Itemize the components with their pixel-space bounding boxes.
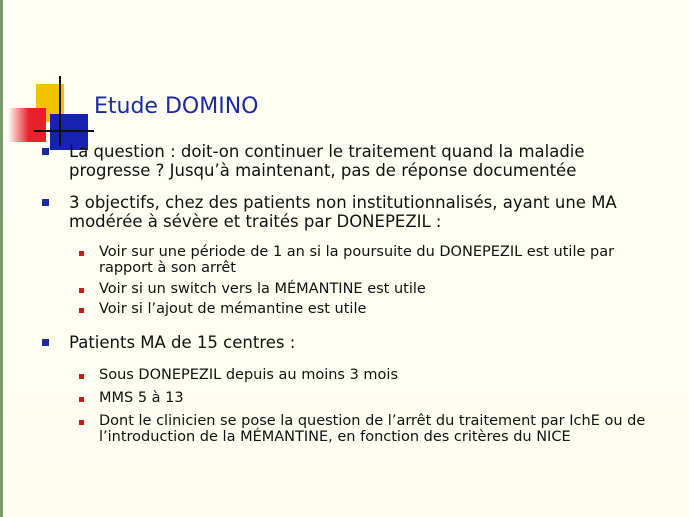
sub-bullet-square-icon (79, 251, 84, 256)
sub-bullet-3-2 (99, 391, 649, 407)
sub-bullet-text: Voir si l’ajout de mémantine est utile (99, 301, 367, 317)
sub-bullet-square-icon (79, 420, 84, 425)
sub-bullet-text: MMS 5 à 13 (99, 390, 184, 406)
sub-bullet-text: Sous DONEPEZIL depuis au moins 3 mois (99, 367, 399, 383)
sub-bullet-2-3 (99, 302, 649, 318)
bullet-text: 3 objectifs, chez des patients non institutionnalisés, ayant une MA modérée à sévère et traités par DONEPEZIL : (69, 193, 617, 231)
bullet-point-2 (69, 193, 644, 231)
sub-bullet-square-icon (79, 397, 84, 402)
bullet-text: La question : doit-on continuer le traitement quand la maladie progresse ? Jusqu’à maintenant, pas de réponse documentée (69, 142, 585, 180)
sub-bullet-2-1 (99, 245, 649, 276)
sub-bullet-2-2 (99, 282, 649, 298)
bullet-square-icon (42, 148, 49, 155)
red-square (8, 108, 46, 142)
sub-bullet-square-icon (79, 288, 84, 293)
sub-bullet-square-icon (79, 308, 84, 313)
sub-bullet-3-3 (99, 414, 647, 445)
sub-bullet-text: Voir sur une période de 1 an si la poursuite du DONEPEZIL est utile par rapport à son arrêt (99, 244, 615, 276)
bullet-square-icon (42, 199, 49, 206)
horizontal-line (34, 130, 94, 132)
slide-title: Etude DOMINO (94, 94, 259, 119)
bullet-point-1 (69, 142, 629, 180)
sub-bullet-text: Voir si un switch vers la MÉMANTINE est utile (99, 281, 426, 297)
bullet-square-icon (42, 339, 49, 346)
vertical-line (59, 76, 61, 146)
sub-bullet-3-1 (99, 368, 649, 384)
bullet-text: Patients MA de 15 centres : (69, 333, 296, 352)
sub-bullet-square-icon (79, 374, 84, 379)
title-decoration (0, 0, 100, 160)
bullet-point-3 (69, 333, 629, 352)
sub-bullet-text: Dont le clinicien se pose la question de l’arrêt du traitement par IchE ou de l’introduction de la MÉMANTINE, en fonction des critères du NICE (99, 413, 646, 445)
